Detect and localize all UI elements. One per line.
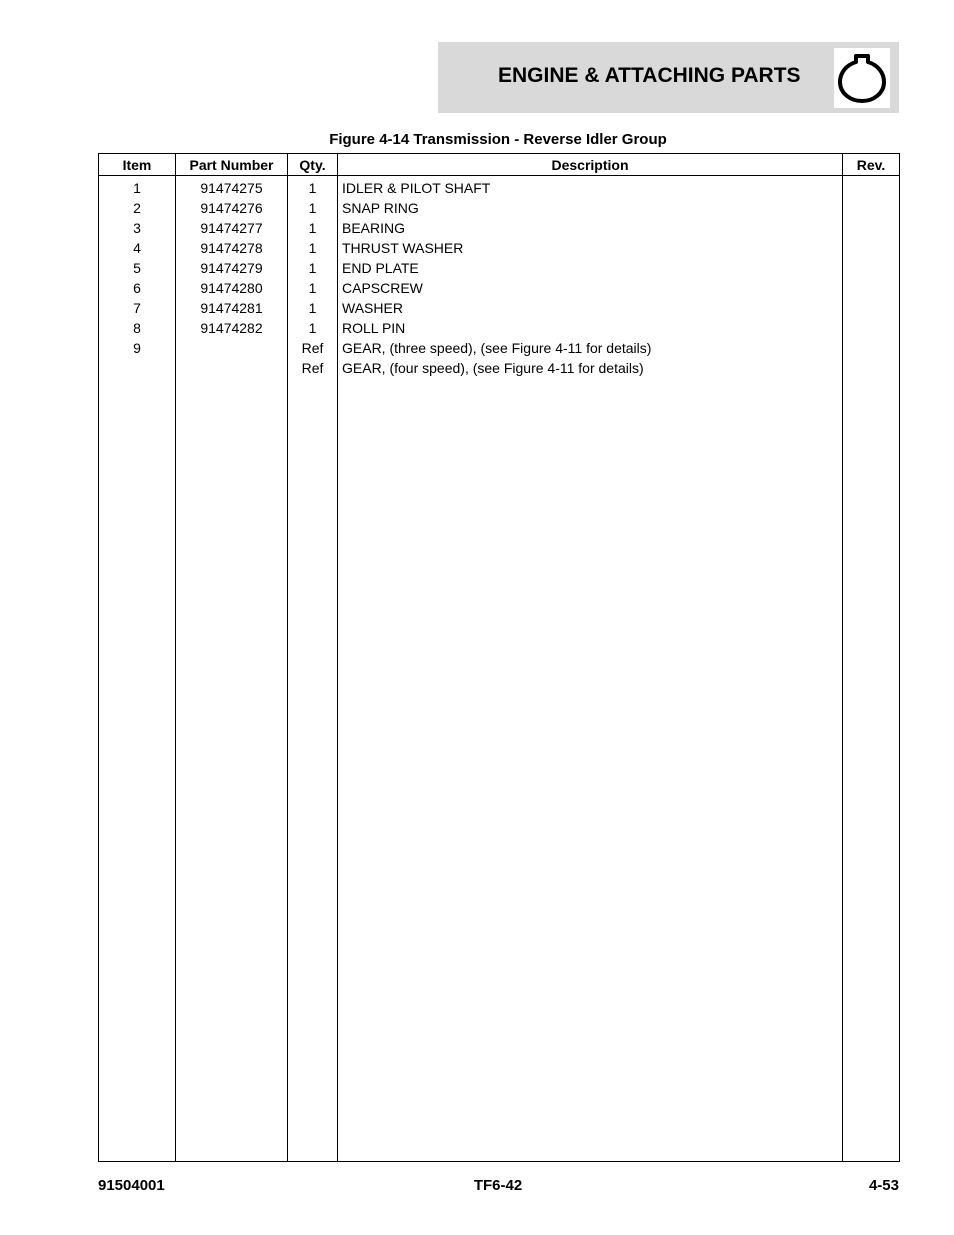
rev-cell bbox=[843, 238, 900, 258]
table-row bbox=[99, 278, 900, 298]
column-header-qty: Qty. bbox=[288, 154, 338, 176]
column-header-description: Description bbox=[338, 154, 843, 176]
table-row bbox=[99, 338, 900, 358]
column-header-part-number: Part Number bbox=[176, 154, 288, 176]
table-row bbox=[99, 358, 900, 378]
description-cell: SNAP RING bbox=[338, 198, 843, 218]
qty-cell: Ref bbox=[288, 338, 338, 358]
table-row bbox=[99, 258, 900, 278]
rev-cell bbox=[843, 176, 900, 199]
rev-cell bbox=[843, 218, 900, 238]
part-number-cell: 91474275 bbox=[176, 176, 288, 199]
parts-table bbox=[98, 153, 900, 1162]
rev-cell bbox=[843, 298, 900, 318]
description-cell: BEARING bbox=[338, 218, 843, 238]
part-number-cell bbox=[176, 358, 288, 378]
qty-cell: 1 bbox=[288, 238, 338, 258]
table-header-row bbox=[99, 154, 900, 176]
table-row bbox=[99, 318, 900, 338]
rev-cell bbox=[843, 258, 900, 278]
part-number-cell: 91474279 bbox=[176, 258, 288, 278]
part-number-cell bbox=[176, 338, 288, 358]
qty-cell: 1 bbox=[288, 176, 338, 199]
description-cell: GEAR, (three speed), (see Figure 4-11 for details) bbox=[338, 338, 843, 358]
rev-cell bbox=[843, 318, 900, 338]
part-number-cell: 91474281 bbox=[176, 298, 288, 318]
qty-cell: 1 bbox=[288, 258, 338, 278]
part-number-cell: 91474276 bbox=[176, 198, 288, 218]
part-number-cell: 91474277 bbox=[176, 218, 288, 238]
section-title: ENGINE & ATTACHING PARTS bbox=[498, 64, 801, 87]
footer-document-number: 91504001 bbox=[98, 1177, 165, 1194]
part-number-cell: 91474278 bbox=[176, 238, 288, 258]
description-cell: GEAR, (four speed), (see Figure 4-11 for details) bbox=[338, 358, 843, 378]
rev-cell bbox=[843, 198, 900, 218]
item-cell: 2 bbox=[99, 198, 176, 218]
rev-cell bbox=[843, 358, 900, 378]
description-cell: THRUST WASHER bbox=[338, 238, 843, 258]
description-cell: ROLL PIN bbox=[338, 318, 843, 338]
qty-cell: Ref bbox=[288, 358, 338, 378]
item-cell: 1 bbox=[99, 176, 176, 199]
column-header-item: Item bbox=[99, 154, 176, 176]
item-cell: 3 bbox=[99, 218, 176, 238]
rev-cell bbox=[843, 278, 900, 298]
part-number-cell: 91474282 bbox=[176, 318, 288, 338]
item-cell: 7 bbox=[99, 298, 176, 318]
table-row bbox=[99, 198, 900, 218]
item-cell bbox=[99, 358, 176, 378]
table-row bbox=[99, 176, 900, 199]
description-cell: WASHER bbox=[338, 298, 843, 318]
description-cell: IDLER & PILOT SHAFT bbox=[338, 176, 843, 199]
table-row bbox=[99, 298, 900, 318]
footer-page-number: 4-53 bbox=[868, 1177, 899, 1194]
qty-cell: 1 bbox=[288, 278, 338, 298]
item-cell: 6 bbox=[99, 278, 176, 298]
description-cell: END PLATE bbox=[338, 258, 843, 278]
section-header bbox=[438, 42, 899, 113]
item-cell: 5 bbox=[99, 258, 176, 278]
figure-title: Figure 4-14 Transmission - Reverse Idler Group bbox=[329, 131, 667, 148]
engine-icon bbox=[834, 48, 890, 108]
column-header-rev: Rev. bbox=[843, 154, 900, 176]
description-cell: CAPSCREW bbox=[338, 278, 843, 298]
qty-cell: 1 bbox=[288, 218, 338, 238]
table-row bbox=[99, 238, 900, 258]
footer-page-code: TF6-42 bbox=[473, 1177, 523, 1194]
qty-cell: 1 bbox=[288, 318, 338, 338]
table-filler-row bbox=[99, 378, 900, 1162]
part-number-cell: 91474280 bbox=[176, 278, 288, 298]
item-cell: 4 bbox=[99, 238, 176, 258]
qty-cell: 1 bbox=[288, 198, 338, 218]
item-cell: 8 bbox=[99, 318, 176, 338]
table-row bbox=[99, 218, 900, 238]
rev-cell bbox=[843, 338, 900, 358]
qty-cell: 1 bbox=[288, 298, 338, 318]
item-cell: 9 bbox=[99, 338, 176, 358]
